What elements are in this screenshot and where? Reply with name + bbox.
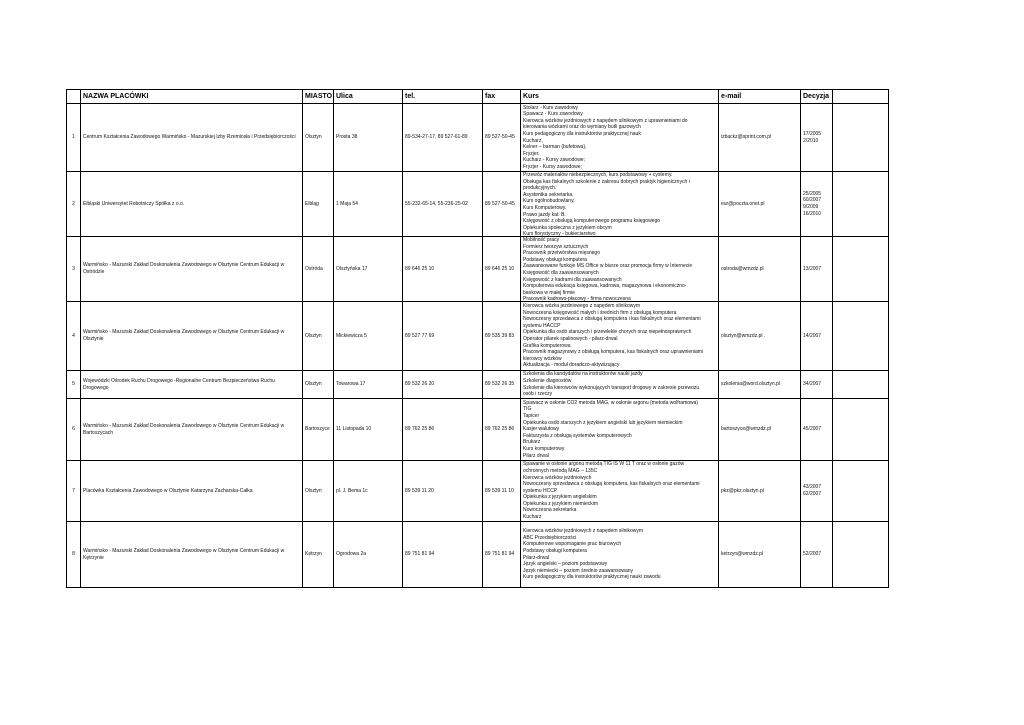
cell-kurs bbox=[521, 399, 719, 461]
course-item: Komputerowe wspomaganie prac biurowych bbox=[523, 541, 622, 548]
cell-decyzja bbox=[801, 237, 833, 302]
cell-nr: 5 bbox=[67, 371, 81, 399]
cell-ulica: pl. J. Bema 1c bbox=[334, 461, 403, 522]
header-fax: fax bbox=[483, 90, 521, 104]
cell-nazwa: Elbląski Uniwersytet Robotniczy Spółka z o.o. bbox=[81, 172, 303, 237]
course-item: Brukarz bbox=[523, 439, 541, 446]
course-item: Aktualizacja - moduł doradczo-aktywizujący bbox=[523, 362, 620, 369]
institutions-table bbox=[66, 89, 889, 588]
cell-kurs bbox=[521, 461, 719, 522]
cell-nazwa: Warmińsko - Mazurski Zakład Doskonalenia Zawodowego w Olsztynie Centrum Edukacji w Bartoszycach bbox=[81, 399, 303, 461]
course-item: Szkolenia dla kandydatów na instruktorów nauki jazdy bbox=[523, 371, 643, 378]
cell-email: szkolenia@word.olsztyn.pl bbox=[719, 371, 801, 399]
cell-nazwa: Warmińsko - Mazurski Zakład Doskonalenia Zawodowego w Olsztynie Centrum Edukacji w Ostródzie bbox=[81, 237, 303, 302]
course-item: Asystentka sekretarka. bbox=[523, 191, 574, 198]
cell-nr: 8 bbox=[67, 522, 81, 588]
cell-kurs bbox=[521, 371, 719, 399]
cell-empty bbox=[833, 172, 889, 237]
cell-fax: 89 539 11 10 bbox=[483, 461, 521, 522]
course-list bbox=[523, 371, 716, 397]
cell-empty bbox=[833, 237, 889, 302]
cell-fax: 89 751 81 94 bbox=[483, 522, 521, 588]
cell-miasto: Olsztyn bbox=[303, 371, 334, 399]
cell-nazwa: Warmińsko - Mazurski Zakład Doskonalenia Zawodowego w Olsztynie Centrum Edukacji w Kętrzynie bbox=[81, 522, 303, 588]
course-item: Spawacz - Kurs zawodowy bbox=[523, 111, 583, 118]
cell-email: izbackz@sprint.com.pl bbox=[719, 104, 801, 172]
cell-kurs bbox=[521, 302, 719, 371]
course-item: Opiekunka osób starszych z językiem angielski lub językiem niemieckim bbox=[523, 419, 683, 426]
cell-fax: 89 762 25 86 bbox=[483, 399, 521, 461]
header-nazwa: NAZWA PLACÓWKI bbox=[81, 90, 303, 104]
decision-number: 60/2007 bbox=[803, 197, 822, 204]
course-item: Zaawansowane funkcje MS Office w biurze oraz promocja firmy w Internecie bbox=[523, 263, 693, 270]
cell-miasto: Bartoszyce bbox=[303, 399, 334, 461]
cell-nr: 6 bbox=[67, 399, 81, 461]
course-item: Kelner – barman (bufetowa), bbox=[523, 144, 587, 151]
cell-nr: 4 bbox=[67, 302, 81, 371]
course-item: Kucharz bbox=[523, 514, 542, 521]
cell-tel: 89-534-27-17, 89 527-61-89 bbox=[403, 104, 483, 172]
cell-nazwa: Wojewódzki Ośrodek Ruchu Drogowego -Regionalne Centrum Bezpieczeństwa Ruchu Drogowego bbox=[81, 371, 303, 399]
header-tel: tel. bbox=[403, 90, 483, 104]
course-item: Pracownik kadrowo-płacowy - firma nowoczesna bbox=[523, 296, 631, 301]
course-item: Opiekunka z językiem niemieckim bbox=[523, 500, 599, 507]
header-miasto: MIASTO bbox=[303, 90, 334, 104]
course-item: Język angielski – poziom podstawowy bbox=[523, 561, 608, 568]
course-item: Nowoczesna sekretarka bbox=[523, 507, 577, 514]
course-item: Nowoczesny sprzedawca z obsługą komputera i kas fiskalnych oraz elementami bbox=[523, 316, 701, 323]
course-item: Księgowość z kadrami dla zaawansowanych bbox=[523, 276, 622, 283]
cell-decyzja bbox=[801, 172, 833, 237]
course-item: Pilarz drwal bbox=[523, 452, 549, 459]
course-item: Kurs komputerowy bbox=[523, 445, 565, 452]
course-item: Pracownik przetwórstwa mięsnego bbox=[523, 250, 600, 257]
course-list bbox=[523, 400, 716, 459]
decision-number: 52/2007 bbox=[803, 551, 822, 558]
cell-nr: 7 bbox=[67, 461, 81, 522]
cell-email: olsztyn@wmzdz.pl . bbox=[719, 302, 801, 371]
header-empty bbox=[833, 90, 889, 104]
course-item: Spawacz w osłonie CO2 metoda MAG, w osłonie argonu (metoda wolframowa) bbox=[523, 399, 699, 406]
cell-miasto: Olsztyn bbox=[303, 104, 334, 172]
course-item: Przewóz materiałów niebezpiecznych, kurs podstawowy + cysterny. bbox=[523, 172, 673, 178]
decision-number: 13/2007 bbox=[803, 265, 822, 272]
course-item: kierowania wózkami oraz do wymiany butli gazowych bbox=[523, 124, 641, 131]
header-nr bbox=[67, 90, 81, 104]
course-item: bankowa w małej firmie bbox=[523, 289, 575, 296]
course-item: Kurs ogólnobudowlany. bbox=[523, 198, 575, 205]
cell-kurs bbox=[521, 104, 719, 172]
course-item: Kurs florystyczny - bukieciarstwo bbox=[523, 231, 596, 236]
course-item: Księgowość dla zaawansowanych bbox=[523, 269, 599, 276]
cell-decyzja bbox=[801, 461, 833, 522]
header-kurs: Kurs bbox=[521, 90, 719, 104]
cell-email: pkz@pkz.olsztyn.pl bbox=[719, 461, 801, 522]
cell-empty bbox=[833, 461, 889, 522]
decision-number: 9/2009 bbox=[803, 204, 819, 210]
course-item: osób i rzeczy bbox=[523, 391, 553, 398]
course-item: Spawanie w osłonie argonu metodą TIG IS W 11 T oraz w osłonie gazów bbox=[523, 461, 685, 468]
course-list bbox=[523, 237, 716, 301]
cell-tel: 89 646 25 10 bbox=[403, 237, 483, 302]
cell-kurs bbox=[521, 522, 719, 588]
cell-fax: 89 532 26 35 bbox=[483, 371, 521, 399]
header-ulica: Ulica bbox=[334, 90, 403, 104]
course-item: Obsługa kas fiskalnych szkolenie z zakresu dobrych praktyk higienicznych i bbox=[523, 178, 690, 185]
cell-nazwa: Warmińsko - Mazurski Zakład Doskonalenia Zawodowego w Olsztynie Centrum Edukacji w Olsztynie bbox=[81, 302, 303, 371]
course-item: Szkolenie diagnostów bbox=[523, 377, 572, 384]
course-item: Grafika komputerowa bbox=[523, 342, 571, 349]
decision-number: 16/2010 bbox=[803, 210, 822, 217]
cell-ulica: 11 Listopada 10 bbox=[334, 399, 403, 461]
cell-empty bbox=[833, 104, 889, 172]
course-item: Podstawy obsługi komputera bbox=[523, 256, 587, 263]
cell-tel: 89 539 11 20 bbox=[403, 461, 483, 522]
table-row bbox=[67, 522, 889, 588]
cell-ulica: Towarowa 17 bbox=[334, 371, 403, 399]
cell-miasto: Olsztyn bbox=[303, 302, 334, 371]
cell-decyzja bbox=[801, 371, 833, 399]
cell-tel: 89 527 77 69 bbox=[403, 302, 483, 371]
course-item: systemu HCCP bbox=[523, 487, 558, 494]
cell-tel: 89 751 81 94 bbox=[403, 522, 483, 588]
course-item: Kierowca wózków jezdniowych z napędem silnikowym z uprawnieniami do bbox=[523, 117, 688, 124]
cell-miasto: Olsztyn bbox=[303, 461, 334, 522]
course-item: Kasjer walutowy bbox=[523, 426, 560, 433]
course-item: Fryzjer - Kursy zawodowe; bbox=[523, 163, 582, 170]
course-item: Kurs Komputerowy. bbox=[523, 204, 567, 211]
course-item: Język niemiecki – poziom średnio zaawansowany bbox=[523, 567, 634, 574]
cell-decyzja bbox=[801, 522, 833, 588]
cell-ulica: Prosta 38 bbox=[334, 104, 403, 172]
cell-tel: 55-232-65-14, 55-236-25-02 bbox=[403, 172, 483, 237]
course-list bbox=[523, 528, 716, 581]
table-row bbox=[67, 104, 889, 172]
cell-miasto: Elbląg bbox=[303, 172, 334, 237]
cell-email: ketrzyn@wmzdz.pl bbox=[719, 522, 801, 588]
course-item: Kurs pedagogiczny dla instruktorów praktycznej nauki zawodu bbox=[523, 574, 661, 581]
cell-empty bbox=[833, 302, 889, 371]
header-row bbox=[67, 90, 889, 104]
course-list bbox=[523, 105, 716, 171]
course-item: Opiekunka dla osób starszych i przewlekle chorych oraz niepełnosprawnych bbox=[523, 329, 692, 336]
decision-number: 43/2007 bbox=[803, 484, 822, 491]
cell-kurs bbox=[521, 172, 719, 237]
course-item: Opiekunka z językiem angielskim bbox=[523, 494, 597, 501]
cell-empty bbox=[833, 522, 889, 588]
course-item: Kucharz, bbox=[523, 137, 543, 144]
cell-nr: 1 bbox=[67, 104, 81, 172]
cell-nazwa: Placówka Kształcenia Zawodowego w Olsztynie Katarzyna Zacharska-Całka bbox=[81, 461, 303, 522]
cell-ulica: 1 Maja 54 bbox=[334, 172, 403, 237]
course-list bbox=[523, 461, 716, 520]
course-item: Komputerowa edukacja księgowa, kadrowa, magazynowa i ekonomiczno- bbox=[523, 283, 687, 290]
course-item: Mobilność pracy bbox=[523, 237, 560, 243]
course-item: TIG bbox=[523, 406, 532, 413]
cell-nazwa: Centrum Kształcenia Zawodowego Warmińsko - Mazurskiej Izby Rzemiosła i Przedsiębiorczości bbox=[81, 104, 303, 172]
course-item: Pilarz-drwal bbox=[523, 554, 550, 561]
course-item: Księgowość z obsługą komputerowego programu księgowego bbox=[523, 218, 661, 225]
decision-number: 34/2007 bbox=[803, 381, 822, 388]
cell-nr: 2 bbox=[67, 172, 81, 237]
cell-nr: 3 bbox=[67, 237, 81, 302]
table-row bbox=[67, 172, 889, 237]
course-list bbox=[523, 303, 716, 369]
header-decyzja: Decyzja bbox=[801, 90, 833, 104]
cell-decyzja bbox=[801, 104, 833, 172]
table-row bbox=[67, 371, 889, 399]
decision-number: 14/2007 bbox=[803, 332, 822, 339]
table-row bbox=[67, 302, 889, 371]
course-item: systemu HACCP bbox=[523, 322, 561, 329]
course-item: Opiekunka społeczna z językiem obcym bbox=[523, 224, 612, 231]
table-row bbox=[67, 399, 889, 461]
table-row bbox=[67, 461, 889, 522]
course-item: Nowoczesny sprzedawca z obsługą komputera, kas fiskalnych oraz elementami bbox=[523, 481, 700, 488]
table-row bbox=[67, 237, 889, 302]
cell-email: eur@poczta.onet.pl bbox=[719, 172, 801, 237]
cell-miasto: Ostróda bbox=[303, 237, 334, 302]
cell-decyzja bbox=[801, 302, 833, 371]
cell-tel: 89 762 25 86 bbox=[403, 399, 483, 461]
course-item: Kierowca wózków jezdniowych bbox=[523, 474, 592, 481]
course-item: Kierowca wózka jezdniowego z napędem silnikowym bbox=[523, 303, 640, 310]
cell-fax: 89 646 25 10 bbox=[483, 237, 521, 302]
course-item: Podstawy obsługi komputera bbox=[523, 547, 587, 554]
cell-email: bartoszyce@wmzdz.pl bbox=[719, 399, 801, 461]
course-item: produkcyjnych. bbox=[523, 185, 557, 192]
decision-number: 62/2007 bbox=[803, 491, 822, 497]
decision-number: 25/2005 bbox=[803, 190, 822, 197]
course-item: Pracownik magazynowy z obsługą komputera, kas fiskalnych oraz uprawnieniami bbox=[523, 349, 704, 356]
course-item: Nowoczesna księgowość małych i średnich firm z obsługą komputera bbox=[523, 309, 677, 316]
course-item: Stolarz - Kurs zawodowy bbox=[523, 104, 579, 111]
course-item: ochronnych metodą MAG – 135C bbox=[523, 467, 598, 474]
decision-number: 17/2005 bbox=[803, 130, 822, 137]
course-item: kierowcy wózków bbox=[523, 355, 562, 362]
cell-miasto: Kętrzyn bbox=[303, 522, 334, 588]
cell-fax: 89 527-50-45 bbox=[483, 172, 521, 237]
cell-fax: 89 527-50-45 bbox=[483, 104, 521, 172]
course-item: Kurs pedagogiczny dla instruktorów praktycznej nauk bbox=[523, 130, 641, 137]
course-item: Kierowca wózków jezdniowych z napędem silnikowym bbox=[523, 528, 644, 535]
course-item: Szkolenie dla kierowców wykonujących transport drogowy w zakresie przewozu bbox=[523, 384, 700, 391]
course-item: Prawo jazdy kat. B. bbox=[523, 211, 566, 218]
cell-fax: 89 535 39 83 bbox=[483, 302, 521, 371]
decision-number: 45/2007 bbox=[803, 426, 822, 433]
decision-number: 2/2010 bbox=[803, 137, 819, 144]
table-body bbox=[67, 104, 889, 588]
cell-ulica: Mickiewicza 5 bbox=[334, 302, 403, 371]
cell-empty bbox=[833, 371, 889, 399]
cell-empty bbox=[833, 399, 889, 461]
course-item: ABC Przedsiębiorczości bbox=[523, 534, 577, 541]
course-list bbox=[523, 172, 716, 236]
cell-email: ostroda@wmzdz.pl bbox=[719, 237, 801, 302]
course-item: Operator pilarek spalinowych - pilarz-drwal bbox=[523, 336, 618, 342]
cell-kurs bbox=[521, 237, 719, 302]
cell-ulica: Ogrodowa 2a bbox=[334, 522, 403, 588]
cell-tel: 89 532 26 20 bbox=[403, 371, 483, 399]
course-item: Kucharz - Kursy zawodowe; bbox=[523, 157, 585, 164]
course-item: Tapicer bbox=[523, 413, 540, 420]
header-email: e-mail bbox=[719, 90, 801, 104]
course-item: Formierz tworzyw sztucznych bbox=[523, 243, 589, 250]
cell-decyzja bbox=[801, 399, 833, 461]
cell-ulica: Olsztyńska 17 bbox=[334, 237, 403, 302]
course-item: Fakturzysta z obsługą systemów komputerowych bbox=[523, 432, 632, 439]
course-item: Fryzjer, bbox=[523, 150, 540, 157]
